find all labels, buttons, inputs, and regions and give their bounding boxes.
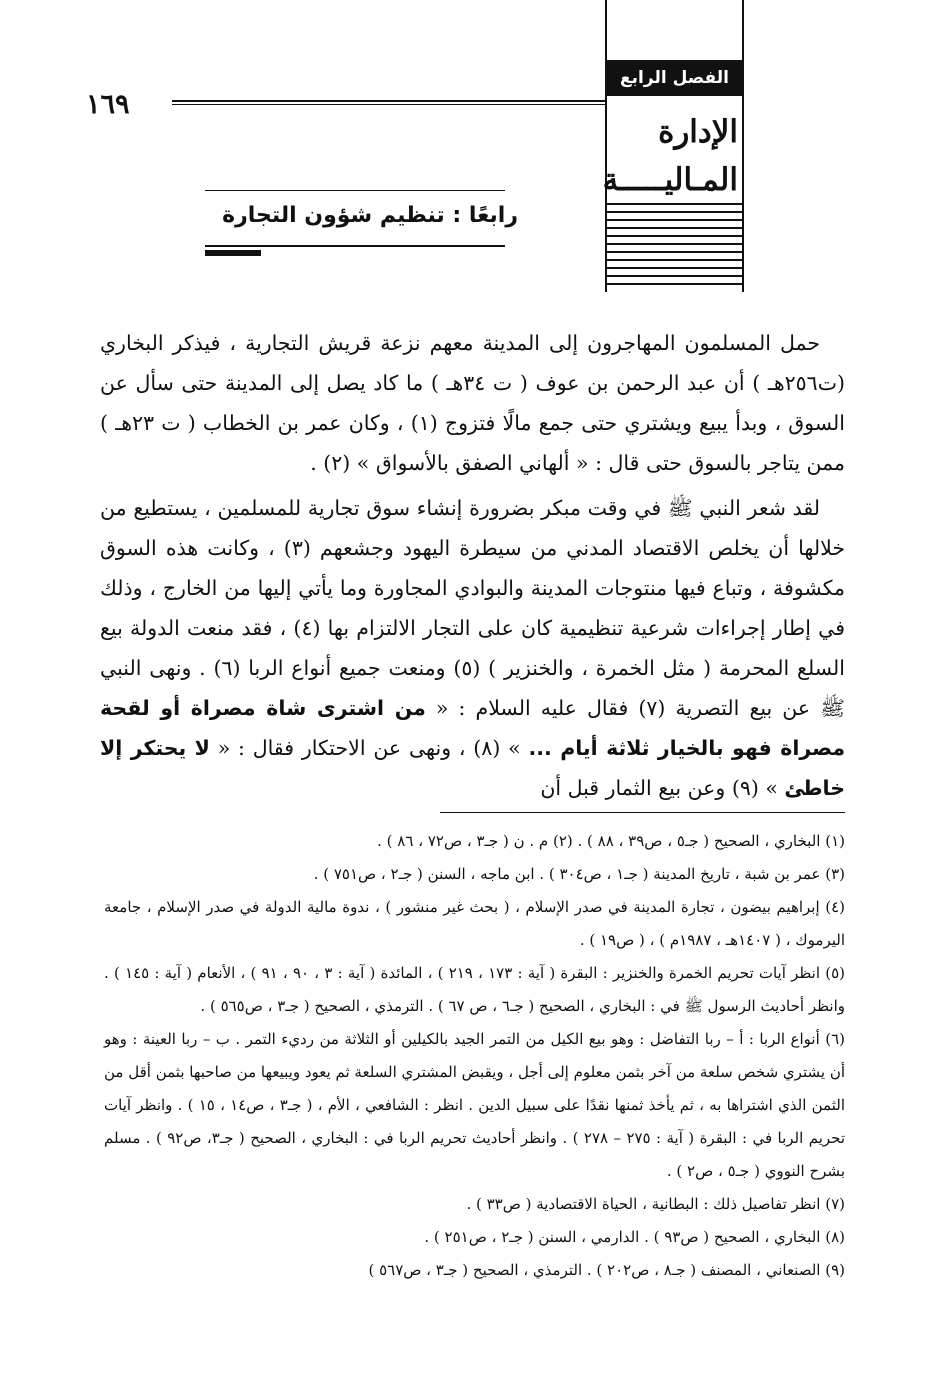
footnotes: [104, 825, 845, 1287]
section-rule: [205, 190, 505, 191]
chapter-title-line2: المـاليـــــة: [602, 162, 738, 198]
footnote-rule: [440, 812, 845, 813]
hadith-quote-2: لا يحتكر إلا خاطئ: [100, 736, 845, 800]
footnote: (٣) عمر بن شبة ، تاريخ المدينة ( جـ١ ، ص٣٠٤ ) . ابن ماجه ، السنن ( جـ٢ ، ص٧٥١ ) .: [313, 865, 845, 883]
paragraph-2-part-a: لقد شعر النبي ﷺ في وقت مبكر بضرورة إنشاء سوق تجارية للمسلمين ، يستطيع من خلالها أن يخلص الاقتصاد المدني من سيطرة اليهود وجشعهم (٣) ، وكانت هذه السوق مكشوفة ، وتباع فيها منتوجات المدينة والبوادي المجاورة وما يأتي إليها من الخارج ، وذلك في إطار إجراءات شرعية تنظيمية كان على التجار الالتزام بها (٤) ، فقد منعت الدولة بيع السلع المحرمة ( مثل الخمرة ، والخنزير ) (٥) ومنعت جميع أنواع الربا (٦) . ونهى النبي ﷺ عن بيع التصرية (٧) فقال عليه السلام : «: [100, 496, 846, 720]
section-underline-accent: [205, 250, 261, 256]
page-number: ١٦٩: [86, 89, 130, 120]
footnote: (٦) أنواع الربا : أ – ربا التفاضل : وهو بيع الكيل من التمر الجيد بالكيلين أو الثلاثة من رديء التمر . ب – ربا العينة : وهو أن يشتري شخص سلعة من آخر بثمن معلوم إلى أجل ، ويقبض المشتري السلعة ثم يعود ويبيعها من صاحبها بثمن أقل من الثمن الذي اشتراها به ، ثم يأخذ ثمنها نقدًا على سبيل الدين . انظر : الشافعي ، الأم ، ( جـ٣ ، ص١٤ ، ١٥ ) . وانظر آيات تحريم الربا في : البقرة ( آية : ٢٧٥ – ٢٧٨ ) . وانظر أحاديث تحريم الربا في : البخاري ، الصحيح ( جـ٣، ص٩٢ ) . مسلم بشرح النووي ( جـ٥ ، ص٢ ) .: [104, 1030, 845, 1180]
section-heading: رابعًا : تنظيم شؤون التجارة: [222, 203, 518, 228]
footnote: (٩) الصنعاني ، المصنف ( جـ٨ ، ص٢٠٢ ) . الترمذي ، الصحيح ( جـ٣ ، ص٥٦٧ ): [368, 1261, 845, 1279]
header-rule: [172, 100, 606, 102]
chapter-title: [602, 108, 738, 204]
footnote: (٧) انظر تفاصيل ذلك : البطانية ، الحياة الاقتصادية ( ص٣٣ ) .: [466, 1195, 845, 1213]
paragraph-1: حمل المسلمون المهاجرون إلى المدينة معهم نزعة قريش التجارية ، فيذكر البخاري (ت٢٥٦هـ ) أن عبد الرحمن بن عوف ( ت ٣٤هـ ) ما كاد يصل إلى المدينة حتى سأل عن السوق ، وبدأ يبيع ويشتري حتى جمع مالًا فتزوج (١) ، وكان عمر بن الخطاب ( ت ٢٣هـ ) ممن يتاجر بالسوق حتى قال : « ألهاني الصفق بالأسواق » (٢) .: [100, 331, 845, 475]
body-text: [100, 323, 845, 808]
chapter-tab-border-right: [742, 0, 744, 292]
footnote: (٨) البخاري ، الصحيح ( ص٩٣ ) . الدارمي ، السنن ( جـ٢ ، ص٢٥١ ) .: [424, 1228, 845, 1246]
paragraph-2-part-c: » (٩) وعن بيع الثمار قبل أن: [540, 776, 785, 800]
paragraph-2-part-b: » (٨) ، ونهى عن الاحتكار فقال : «: [209, 736, 529, 760]
footnote: (١) البخاري ، الصحيح ( جـ٥ ، ص٣٩ ، ٨٨ ) . (٢) م . ن ( جـ٣ ، ص٧٢ ، ٨٦ ) .: [377, 832, 845, 850]
paragraph-2: [100, 488, 845, 808]
chapter-title-line1: الإدارة: [658, 114, 738, 150]
header-rule-thin: [172, 104, 606, 105]
chapter-label: الفصل الرابع: [605, 60, 744, 96]
footnote: (٤) إبراهيم بيضون ، تجارة المدينة في صدر الإسلام ، ( بحث غير منشور ) ، ندوة مالية الدولة في صدر الإسلام ، جامعة اليرموك ، ( ١٤٠٧هـ ، ١٩٨٧م ) ، ( ص١٩ ) .: [104, 898, 845, 949]
section-underline: [205, 245, 505, 247]
hadith-quote-1: من اشترى شاة مصراة أو لقحة مصراة فهو بالخيار ثلاثة أيام ...: [100, 696, 846, 760]
chapter-tab-stripes: [607, 203, 742, 292]
footnote: (٥) انظر آيات تحريم الخمرة والخنزير : البقرة ( آية : ١٧٣ ، ٢١٩ ) ، المائدة ( آية : ٣ ، ٩٠ ، ٩١ ) ، الأنعام ( آية : ١٤٥ ) . وانظر أحاديث الرسول ﷺ في : البخاري ، الصحيح ( جـ٦ ، ص ٦٧ ) . الترمذي ، الصحيح ( جـ٣ ، ص٥٦٥ ) .: [104, 964, 845, 1015]
